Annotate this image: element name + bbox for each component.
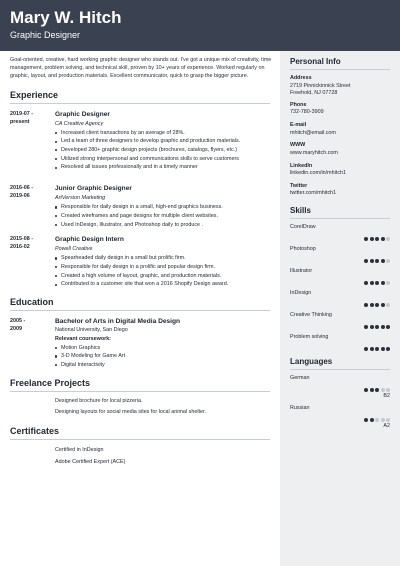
info-label: Twitter [290,182,308,189]
info-value[interactable]: twitter.com/mhitch1 [290,190,337,197]
freelance-entry [10,396,270,418]
filled-dot-icon [364,347,368,351]
candidate-role: Graphic Designer [10,30,81,40]
experience-org: CA Creative Agency [55,120,104,127]
filled-dot-icon [364,388,368,392]
main-column [0,51,280,468]
info-twitter [290,183,390,198]
info-linkedin [290,163,390,178]
filled-dot-icon [364,303,368,307]
list-item: Developed 280+ graphic design projects (brochures, catalogs, flyers, etc.) [55,146,270,155]
list-item: Responsible for daily design in a prolific and popular design firm. [55,263,270,272]
list-item: Spearheaded daily design in a small but prolific firm. [55,254,270,263]
language-item [290,405,390,430]
list-item: Resolved all issues professionally and in a timely manner [55,163,270,172]
skill-level-dots [290,418,390,422]
list-item: Increased client transactions by an average of 28%. [55,129,270,138]
info-email [290,122,390,137]
list-item: Created a high volume of layout, graphic, and production materials. [55,272,270,281]
skill-name: Creative Thinking [290,311,332,318]
info-label: E-mail [290,122,307,129]
info-label: LinkedIn [290,162,313,169]
list-item: Created wireframes and page designs for multiple client websites. [55,212,270,221]
education-entry [10,317,270,370]
filled-dot-icon [375,388,379,392]
skills-heading: Skills [290,206,390,219]
info-value[interactable]: linkedin.com/in/mhitch1 [290,170,347,177]
empty-dot-icon [386,388,390,392]
info-label: WWW [290,142,306,149]
filled-dot-icon [386,347,390,351]
experience-org: ArtVersion Marketing [55,195,106,202]
candidate-name: Mary W. Hitch [10,8,122,27]
experience-title: Graphic Design Intern [55,236,124,244]
freelance-line: Designing layouts for social media sites for local animal shelter. [55,408,207,415]
filled-dot-icon [364,418,368,422]
filled-dot-icon [381,237,385,241]
filled-dot-icon [375,281,379,285]
skill-name: Illustrator [290,267,313,274]
filled-dot-icon [370,237,374,241]
filled-dot-icon [375,347,379,351]
experience-date: 2015-08 - 2016-02 [10,236,34,251]
empty-dot-icon [381,418,385,422]
freelance-line: Designed brochure for local pizzeria. [55,397,143,404]
info-value: 732-780-3909 [290,109,324,116]
skill-item [290,312,390,329]
list-item: Responsible for daily design in a small, high-end graphics business. [55,203,270,212]
filled-dot-icon [370,388,374,392]
language-level: A2 [383,422,390,429]
filled-dot-icon [364,259,368,263]
filled-dot-icon [364,281,368,285]
list-item: Used InDesign, Illustrator, and Photoshop daily to produce . [55,221,270,230]
empty-dot-icon [375,418,379,422]
certificate-line: Adobe Certified Expert (ACE) [55,458,126,465]
list-item: Motion Graphics [55,344,270,353]
languages-heading: Languages [290,357,390,370]
language-item [290,375,390,400]
filled-dot-icon [364,325,368,329]
skill-level-dots [290,388,390,392]
certificate-line: Certified in InDesign [55,446,104,453]
empty-dot-icon [386,259,390,263]
experience-date: 2019-07 - present [10,110,34,125]
skill-item [290,290,390,307]
skill-item [290,334,390,351]
language-name: German [290,374,310,381]
list-item: Utilized strong interpersonal and communications skills to serve customers [55,155,270,164]
filled-dot-icon [381,259,385,263]
language-level: B2 [383,392,390,399]
skill-level-dots [290,259,390,263]
skill-name: Photoshop [290,245,316,252]
experience-title: Junior Graphic Designer [55,185,132,193]
empty-dot-icon [381,388,385,392]
experience-entry [10,110,270,173]
info-www [290,142,390,157]
education-school: National University, San Diego [55,327,128,334]
summary-text: Goal-oriented, creative, hard working graphic designer who stands out. I've got a unique mix of creativity, time management, problem solving, and technical skill, proven by 10+ years of experience. Worked regularly on graphic, layout, and production materials. Excellent communicator, quick to grasp the bigger picture. [10,57,272,80]
experience-entry [10,184,270,229]
filled-dot-icon [370,325,374,329]
freelance-heading: Freelance Projects [10,378,270,392]
experience-entry [10,235,270,289]
empty-dot-icon [386,418,390,422]
skill-item [290,246,390,263]
language-name: Russian [290,404,310,411]
personal-info-heading: Personal Info [290,57,390,70]
experience-org: Powell Creative [55,246,93,253]
filled-dot-icon [364,237,368,241]
info-phone [290,102,390,117]
education-degree: Bachelor of Arts in Digital Media Design [55,318,181,326]
experience-bullets [55,254,270,289]
info-label: Address [290,75,312,81]
certificates-entry [10,444,270,468]
education-heading: Education [10,297,270,311]
skill-item [290,268,390,285]
skills-list [290,224,390,351]
skill-level-dots [290,237,390,241]
experience-bullets [55,129,270,173]
list-item: Led a team of three designers to develop graphic and production materials. [55,137,270,146]
certificates-heading: Certificates [10,426,270,440]
filled-dot-icon [381,281,385,285]
filled-dot-icon [375,259,379,263]
skill-level-dots [290,303,390,307]
filled-dot-icon [375,325,379,329]
filled-dot-icon [370,418,374,422]
languages-list [290,375,390,430]
resume-header [0,0,400,51]
filled-dot-icon [375,237,379,241]
education-date: 2005 - 2009 [10,318,26,333]
list-item: Contributed to a customer site that won a 2016 Shopify Design award. [55,280,270,289]
filled-dot-icon [381,303,385,307]
filled-dot-icon [370,347,374,351]
skill-level-dots [290,325,390,329]
skill-level-dots [290,281,390,285]
experience-heading: Experience [10,90,270,104]
info-label: Phone [290,101,307,108]
experience-date: 2016-06 - 2019-06 [10,185,34,200]
empty-dot-icon [386,281,390,285]
filled-dot-icon [370,259,374,263]
list-item: 3-D Modeling for Game Art [55,352,270,361]
info-value[interactable]: www.maryhitch.com [290,149,338,156]
filled-dot-icon [381,347,385,351]
experience-title: Graphic Designer [55,110,110,118]
filled-dot-icon [381,325,385,329]
empty-dot-icon [386,303,390,307]
empty-dot-icon [386,237,390,241]
skill-name: CorelDraw [290,223,316,230]
sidebar-column [280,51,400,566]
skill-name: InDesign [290,289,312,296]
info-value: 2719 Pinnickinnick Street Freehold, NJ 07728 [290,82,351,97]
info-address [290,75,390,98]
skill-name: Problem solving [290,333,329,340]
skill-level-dots [290,347,390,351]
coursework-list [55,344,270,370]
filled-dot-icon [370,281,374,285]
skill-item [290,224,390,241]
filled-dot-icon [370,303,374,307]
list-item: Digital Interactivity [55,361,270,370]
info-value[interactable]: mhitch@email.com [290,129,336,136]
coursework-label: Relevant coursework: [55,336,112,343]
experience-bullets [55,203,270,229]
filled-dot-icon [386,325,390,329]
filled-dot-icon [375,303,379,307]
